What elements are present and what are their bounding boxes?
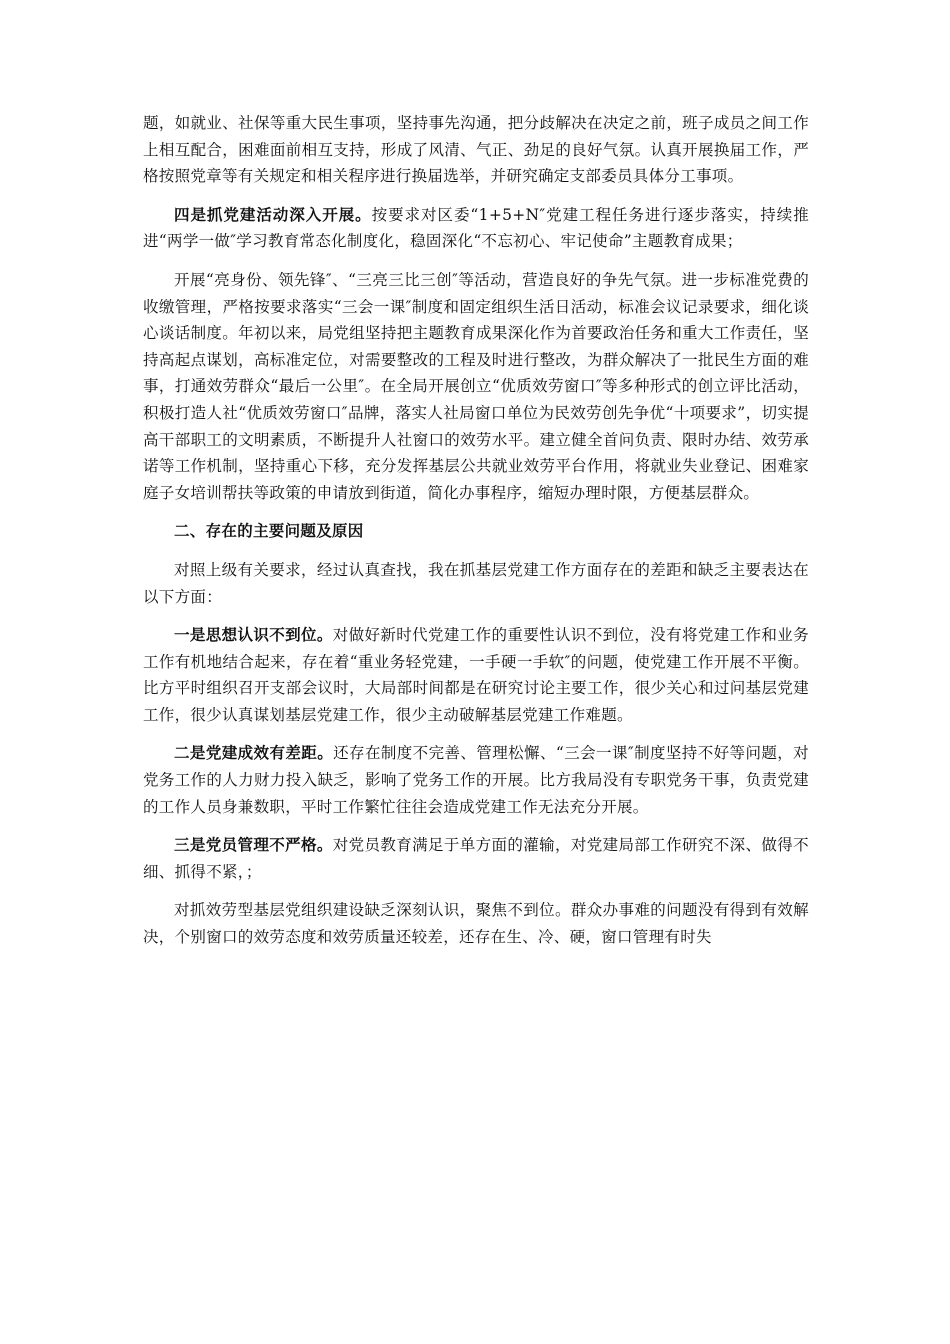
paragraph-intro-problems <box>143 557 809 610</box>
paragraph-text: 还存在制度不完善、管理松懈、“三会一课″制度坚持不好等问题，对党务工作的人力财力投入缺乏，影响了党务工作的开展。比方我局没有专职党务干事，负责党建的工作人员身兼数职，平时工作繁忙往往会造成党建工作无法充分开展。 <box>143 744 809 816</box>
paragraph-lead: 一是思想认识不到位。 <box>174 625 333 645</box>
paragraph-text: 对照上级有关要求，经过认真查找，我在抓基层党建工作方面存在的差距和缺乏主要表达在以下方面： <box>143 560 809 606</box>
paragraph-lead: 四是抓党建活动深入开展。 <box>174 204 372 224</box>
paragraph-text: 对抓效劳型基层党组织建设缺乏深刻认识，聚焦不到位。群众办事难的问题没有得到有效解决，个别窗口的效劳态度和效劳质量还较差，还存在生、冷、硬，窗口管理有时失 <box>143 901 809 947</box>
paragraph-continuation <box>143 110 809 190</box>
paragraph-problem-three <box>143 832 809 885</box>
paragraph-problem-two <box>143 740 809 820</box>
paragraph-text: 开展“亮身份、领先锋″、“三亮三比三创″等活动，营造良好的争先气氛。进一步标准党费的收缴管理，严格按要求落实“三会一课″制度和固定组织生活日活动，标准会议记录要求，细化谈心谈话制度。年初以来，局党组坚持把主题教育成果深化作为首要政治任务和重大工作责任，坚持高起点谋划，高标准定位，对需要整改的工程及时进行整改，为群众解决了一批民生方面的难事，打通效劳群众“最后一公里″。在全局开展创立“优质效劳窗口″等多种形式的创立评比活动，积极打造人社“优质效劳窗口″品牌，落实人社局窗口单位为民效劳创先争优“十项要求”，切实提高干部职工的文明素质，不断提升人社窗口的效劳水平。建立健全首问负责、限时办结、效劳承诺等工作机制，坚持重心下移，充分发挥基层公共就业效劳平台作用，将就业失业登记、困难家庭子女培训帮扶等政策的申请放到街道，简化办事程序，缩短办理时限，方便基层群众。 <box>143 270 809 502</box>
paragraph-text: 题，如就业、社保等重大民生事项，坚持事先沟通，把分歧解决在决定之前，班子成员之间工作上相互配合，困难面前相互支持，形成了风清、气正、劲足的良好气氛。认真开展换届工作，严格按照党章等有关规定和相关程序进行换届选举，并研究确定支部委员具体分工事项。 <box>143 114 809 186</box>
section-heading: 二、存在的主要问题及原因 <box>174 521 364 541</box>
paragraph-party-activities <box>143 202 809 255</box>
paragraph-lead: 二是党建成效有差距。 <box>174 743 334 763</box>
document-page <box>143 110 809 963</box>
paragraph-text: 按要求对区委“1+5+N″党建工程任务进行逐步落实，持续推进“两学一做″学习教育常态化制度化，稳固深化“不忘初心、牢记使命”主题教育成果； <box>143 205 809 251</box>
paragraph-lead: 三是党员管理不严格。 <box>174 835 333 855</box>
paragraph-service-problems <box>143 897 809 950</box>
paragraph-problem-one <box>143 622 809 728</box>
paragraph-text: 对做好新时代党建工作的重要性认识不到位，没有将党建工作和业务工作有机地结合起来，存在着“重业务轻党建，一手硬一手软″的问题，使党建工作开展不平衡。比方平时组织召开支部会议时，大局部时间都是在研究讨论主要工作，很少关心和过问基层党建工作，很少认真谋划基层党建工作，很少主动破解基层党建工作难题。 <box>143 626 809 724</box>
paragraph-activities-detail <box>143 267 809 506</box>
paragraph-text: 对党员教育满足于单方面的灌输，对党建局部工作研究不深、做得不细、抓得不紧，； <box>143 836 809 881</box>
